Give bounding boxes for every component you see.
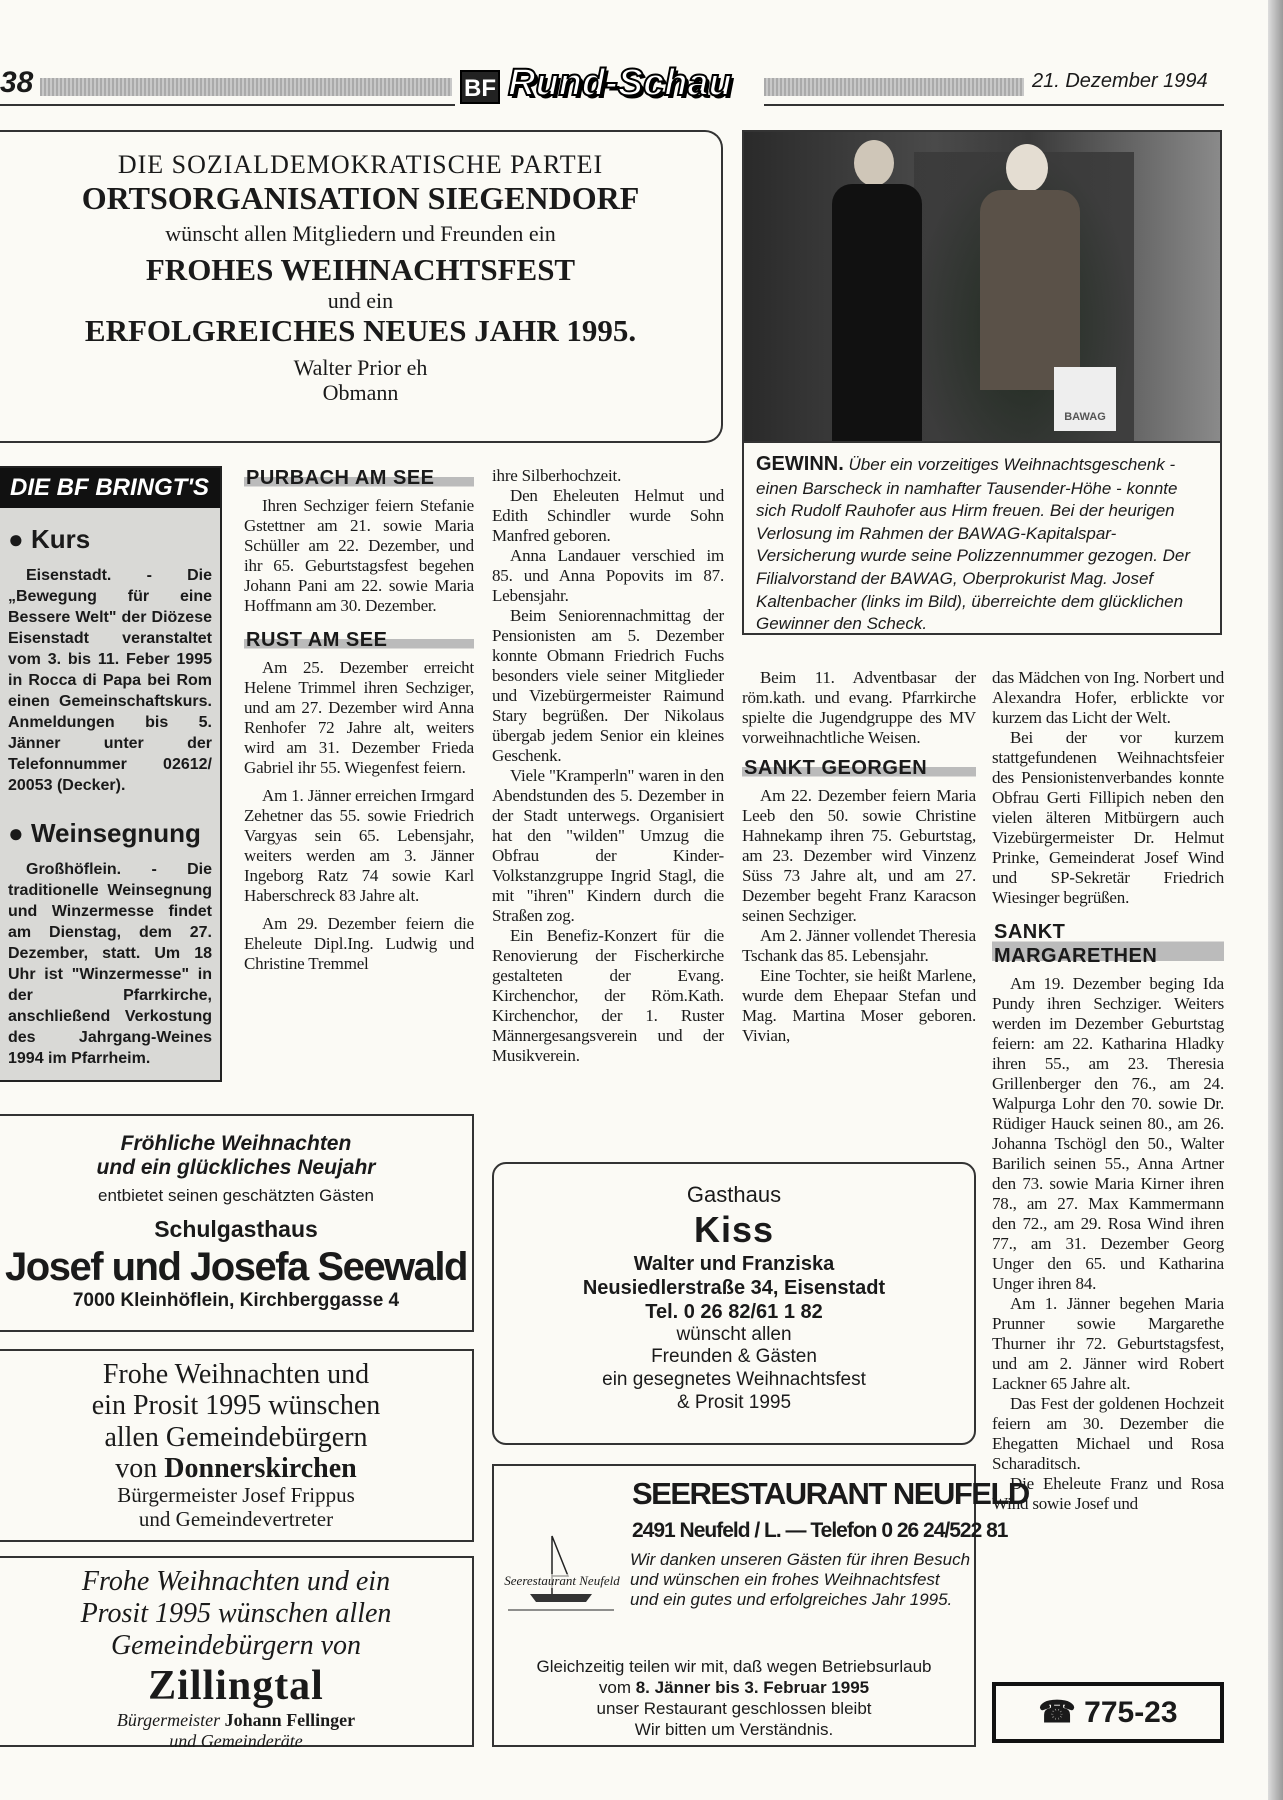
ad-line: DIE SOZIALDEMOKRATISCHE PARTEI bbox=[117, 150, 604, 179]
ad-line: Gasthaus bbox=[686, 1182, 782, 1207]
ad-line: Walter Prior eh bbox=[293, 354, 428, 380]
ad-line: Wir bitten um Verständnis. bbox=[634, 1720, 834, 1739]
header-underline-right bbox=[764, 104, 1224, 106]
person-right-head bbox=[1006, 144, 1048, 192]
ad-text: vom bbox=[598, 1678, 636, 1697]
ad-line: ERFOLGREICHES NEUES JAHR 1995. bbox=[84, 312, 637, 348]
section-heading: RUST AM SEE bbox=[244, 628, 474, 652]
ad-line bbox=[0, 1710, 472, 1731]
paragraph: Bei der vor kurzem stattgefundenen Weihnachtsfeier des Pensionistenverbandes konnte Obfrau Gerti Fillipich neben den vielen älteren Mitbürgern auch Vizebürgermeister Dr. Helmut Prinke, Gemeinderat Josef Wind und SP-Sekretär Friedrich Wiesinger begrüßen. bbox=[992, 728, 1224, 907]
ad-title: SEERESTAURANT NEUFELD bbox=[632, 1476, 1029, 1511]
section-heading: SANKT MARGARETHEN bbox=[992, 920, 1224, 968]
ad-line: und ein bbox=[327, 287, 394, 313]
ad-line: Gleichzeitig teilen wir mit, daß wegen Betriebsurlaub bbox=[536, 1657, 932, 1676]
ad-line: Fröhliche Weihnachten bbox=[120, 1132, 352, 1155]
header-rule-left bbox=[40, 78, 452, 96]
section-heading: PURBACH AM SEE bbox=[244, 466, 474, 490]
paragraph: das Mädchen von Ing. Norbert und Alexandra Hofer, erblickte vor kurzem das Licht der Welt. bbox=[992, 668, 1224, 727]
item-text: Großhöflein. - Die traditionelle Weinsegnung und Winzermesse findet am Dienstag, dem 27. Dezember, statt. Um 18 Uhr ist "Winzermesse" in der Pfarrkirche, anschließend Verkostung des Jahrgang-Weines 1994 im Pfarrheim. bbox=[8, 861, 212, 1067]
bf-bringts-box bbox=[0, 466, 222, 1082]
ad-line bbox=[0, 1453, 472, 1484]
ad-line: und Gemeinderäte bbox=[169, 1731, 303, 1751]
paragraph: Am 25. Dezember erreicht Helene Trimmel ihren Sechziger, und am 27. Dezember wird Anna Renhofer 72 Jahre alt, weiters wird am 31. Dezember Frieda Gabriel ihr 55. Wiegenfest feiern. bbox=[244, 658, 474, 777]
phone-icon: ☎ bbox=[1038, 1696, 1076, 1729]
paragraph: Ein Benefiz-Konzert für die Renovierung der Fischerkirche gestalteten der Evang. Kirchenchor, der Röm.Kath. Kirchenchor, der 1. Ruster Männergesangsverein und der Musikverein. bbox=[492, 926, 724, 1065]
heading-text: Kurs bbox=[30, 524, 91, 554]
header-underline-left bbox=[0, 104, 455, 106]
ad-line: wünscht allen Mitgliedern und Freunden ein bbox=[165, 220, 556, 246]
ad-greeting: Wir danken unseren Gästen für ihren Besuch und wünschen ein frohes Weihnachtsfest und ein gutes und erfolgreiches Jahr 1995. bbox=[630, 1550, 971, 1609]
ad-line: Prosit 1995 wünschen allen bbox=[80, 1598, 392, 1629]
ad-line: allen Gemeindebürgern bbox=[104, 1421, 368, 1453]
ad-text: von bbox=[115, 1453, 165, 1485]
phone-number: 775-23 bbox=[1084, 1696, 1178, 1729]
header-rule-right bbox=[764, 78, 1024, 96]
caption-text: Über ein vorzeitiges Weihnachtsgeschenk - einen Barscheck in namhafter Tausender-Höhe - konnte sich Rudolf Rauhofer aus Hirm freuen. Bei der heurigen Verlosung im Rahmen der BAWAG-Kapitalspar-Versicherung wurde seine Polizzennummer gezogen. Der Filialvorstand der BAWAG, Oberprokurist Mag. Josef Kaltenbacher (links im Bild), überreichte dem glücklichen Gewinner den Scheck. bbox=[756, 455, 1191, 634]
ad-line: ein gesegnetes Weihnachtsfest bbox=[602, 1369, 866, 1391]
gasthaus-kiss-ad bbox=[492, 1162, 976, 1445]
column-rust-continued bbox=[492, 466, 724, 1066]
donnerskirchen-ad bbox=[0, 1349, 474, 1542]
paragraph: Anna Landauer verschied im 85. und Anna Popovits im 87. Lebensjahr. bbox=[492, 546, 724, 605]
bf-logo: BF bbox=[460, 70, 500, 104]
ad-line: und ein glückliches Neujahr bbox=[96, 1156, 376, 1179]
person-left bbox=[832, 184, 922, 443]
ad-line: Josef und Josefa Seewald bbox=[5, 1245, 467, 1289]
photo-caption bbox=[742, 443, 1222, 635]
ad-line bbox=[494, 1677, 974, 1698]
ad-line: wünscht allen bbox=[676, 1323, 792, 1345]
paragraph: Die Eheleute Franz und Rosa Wind sowie Josef und bbox=[992, 1474, 1224, 1513]
news-photo bbox=[742, 130, 1222, 443]
closure-dates: 8. Jänner bis 3. Februar 1995 bbox=[635, 1678, 870, 1697]
ad-address: 2491 Neufeld / L. — Telefon 0 26 24/522 81 bbox=[632, 1519, 1008, 1542]
paragraph: Das Fest der goldenen Hochzeit feiern am 30. Dezember die Ehegatten Michael und Rosa Scharaditsch. bbox=[992, 1394, 1224, 1473]
mayor-name: Johann Fellinger bbox=[224, 1710, 356, 1730]
ad-line: ORTSORGANISATION SIEGENDORF bbox=[81, 179, 640, 216]
paragraph: ihre Silberhochzeit. bbox=[492, 466, 622, 485]
closure-notice bbox=[494, 1656, 974, 1740]
ad-line: FROHES WEIHNACHTSFEST bbox=[145, 251, 576, 287]
paragraph: Eine Tochter, sie heißt Marlene, wurde dem Ehepaar Stefan und Mag. Martina Moser geboren. Vivian, bbox=[742, 966, 976, 1045]
person-left-head bbox=[854, 140, 894, 186]
paragraph: Viele "Kramperln" waren in den Abendstunden des 5. Dezember in der Stadt unterwegs. Organisiert hat den "wilden" Umzug die Obfrau der Kinder-Volkstanzgruppe Ingrid Stagl, die mit "ihren" Kindern durch die Straßen zog. bbox=[492, 766, 724, 925]
paragraph: Am 2. Jänner vollendet Theresia Tschank das 85. Lebensjahr. bbox=[742, 926, 976, 965]
phone-box bbox=[992, 1682, 1224, 1743]
caption-lead: GEWINN. bbox=[756, 453, 844, 475]
spoe-greeting-ad bbox=[0, 130, 723, 443]
rund-schau-logo: Rund-Schau bbox=[508, 62, 732, 104]
item-text: Eisenstadt. - Die „Bewegung für eine Bessere Welt" der Diözese Eisenstadt veranstaltet vom 3. bis 11. Feber 1995 in Rocca di Papa bei Rom einen Gemeinschaftskurs. Anmeldungen bis 5. Jänner unter der Telefonnummer 02612/ 20053 (Decker). bbox=[8, 567, 212, 794]
ad-line: entbietet seinen geschätzten Gästen bbox=[98, 1186, 374, 1205]
ad-line: ein Prosit 1995 wünschen bbox=[91, 1390, 381, 1422]
seerestaurant-neufeld-ad bbox=[492, 1464, 1029, 1747]
sailboat-logo bbox=[502, 1532, 622, 1616]
ad-line: Schulgasthaus bbox=[154, 1216, 318, 1242]
heading-text: Weinsegnung bbox=[30, 818, 201, 848]
paragraph: Am 1. Jänner erreichen Irmgard Zehetner das 55. sowie Friedrich Vargyas sein 65. Lebensjahr, weiters werden am 3. Jänner Ingeborg Ratz 74 sowie Karl Haberschreck 83 Jahre alt. bbox=[244, 786, 474, 905]
zillingtal-ad bbox=[0, 1556, 474, 1751]
seewald-ad bbox=[0, 1114, 474, 1332]
ad-line: Gemeindebürgern von bbox=[110, 1630, 362, 1661]
bf-bringts-title: DIE BF BRINGT'S bbox=[0, 468, 220, 508]
page-number: 38 bbox=[0, 66, 34, 99]
bawag-bag: BAWAG bbox=[1054, 367, 1116, 431]
paragraph: Am 19. Dezember beging Ida Pundy ihren Sechziger. Weiters werden im Dezember Geburtstag feiern: am 22. Katharina Hladky ihren 55., am 23. Theresia Grillenberger den 76., am 24. Walpurga Lohr den 70. sowie Dr. Rüdiger Hauck seinen 80., am 26. Johanna Tschögl den 50., Walter Barilich seinen 55., Anna Artner den 73. sowie Maria Kirner ihren 78., am 27. Max Kammermann den 72., am 29. Rosa Wind ihren 77., am 31. Dezember Georg Unger den 65. und Katharina Unger ihren 84. bbox=[992, 974, 1224, 1293]
ad-line: unser Restaurant geschlossen bleibt bbox=[596, 1699, 872, 1718]
paragraph: Den Eheleuten Helmut und Edith Schindler wurde Sohn Manfred geboren. bbox=[492, 486, 724, 545]
paragraph: Ihren Sechziger feiern Stefanie Gstettner am 21. sowie Maria Schüller am 22. Dezember, und ihr 65. Geburtstagsfest begehen Johann Pani am 22. sowie Maria Hoffmann am 30. Dezember. bbox=[244, 496, 474, 615]
ad-line: Frohe Weihnachten und ein bbox=[81, 1566, 391, 1597]
ad-line: Kiss bbox=[693, 1209, 775, 1251]
paragraph: Beim 11. Adventbasar der röm.kath. und evang. Pfarrkirche spielte die Jugendgruppe des MV vorweihnachtliche Weisen. bbox=[742, 668, 976, 747]
item-heading: ● Kurs bbox=[8, 524, 91, 554]
paragraph: Am 29. Dezember feiern die Eheleute Dipl.Ing. Ludwig und Christine Tremmel bbox=[244, 914, 474, 973]
issue-date: 21. Dezember 1994 bbox=[1032, 70, 1208, 92]
ad-line: und Gemeindevertreter bbox=[138, 1506, 334, 1531]
ad-line: Obmann bbox=[322, 379, 399, 405]
logo-text: Seerestaurant Neufeld bbox=[502, 1574, 622, 1588]
page-edge-shadow bbox=[1268, 0, 1283, 1800]
ad-line: Zillingtal bbox=[148, 1663, 324, 1709]
paragraph: Am 22. Dezember feiern Maria Leeb den 50. sowie Christine Hahnekamp ihren 75. Geburtstag, am 23. Dezember wird Vinzenz Süss 73 Jahre alt, und am 27. Dezember begeht Franz Karacson seinen Sechziger. bbox=[742, 786, 976, 925]
section-heading: SANKT GEORGEN bbox=[742, 756, 976, 780]
ad-line: Tel. 0 26 82/61 1 82 bbox=[645, 1300, 823, 1323]
ad-line: Bürgermeister Josef Frippus bbox=[117, 1483, 355, 1508]
ad-line: & Prosit 1995 bbox=[676, 1391, 792, 1413]
person-right bbox=[980, 190, 1080, 390]
column-sankt-margarethen bbox=[992, 668, 1224, 1514]
ad-line: Walter und Franziska bbox=[633, 1252, 835, 1275]
ad-line: 7000 Kleinhöflein, Kirchberggasse 4 bbox=[72, 1290, 400, 1311]
town-name: Donnerskirchen bbox=[164, 1453, 357, 1485]
column-purbach-rust bbox=[244, 466, 474, 974]
ad-line: Frohe Weihnachten und bbox=[102, 1359, 370, 1390]
paragraph: Am 1. Jänner begehen Maria Prunner sowie Margarethe Thurner ihr 72. Geburtstagsfest, und am 2. Jänner wird Robert Lackner 65 Jahre alt. bbox=[992, 1294, 1224, 1393]
column-sankt-georgen bbox=[742, 668, 976, 1046]
ad-line: Neusiedlerstraße 34, Eisenstadt bbox=[582, 1276, 886, 1299]
paragraph: Beim Seniorennachmittag der Pensionisten am 5. Dezember konnte Obmann Friedrich Fuchs besonders viele seiner Mitglieder und Vizebürgermeister Raimund Stary begrüßen. Der Nikolaus übergab jedem Senior ein kleines Geschenk. bbox=[492, 606, 724, 765]
ad-line: Freunden & Gästen bbox=[651, 1346, 817, 1368]
item-heading: ● Weinsegnung bbox=[8, 818, 201, 848]
ad-text: Bürgermeister bbox=[116, 1710, 225, 1730]
